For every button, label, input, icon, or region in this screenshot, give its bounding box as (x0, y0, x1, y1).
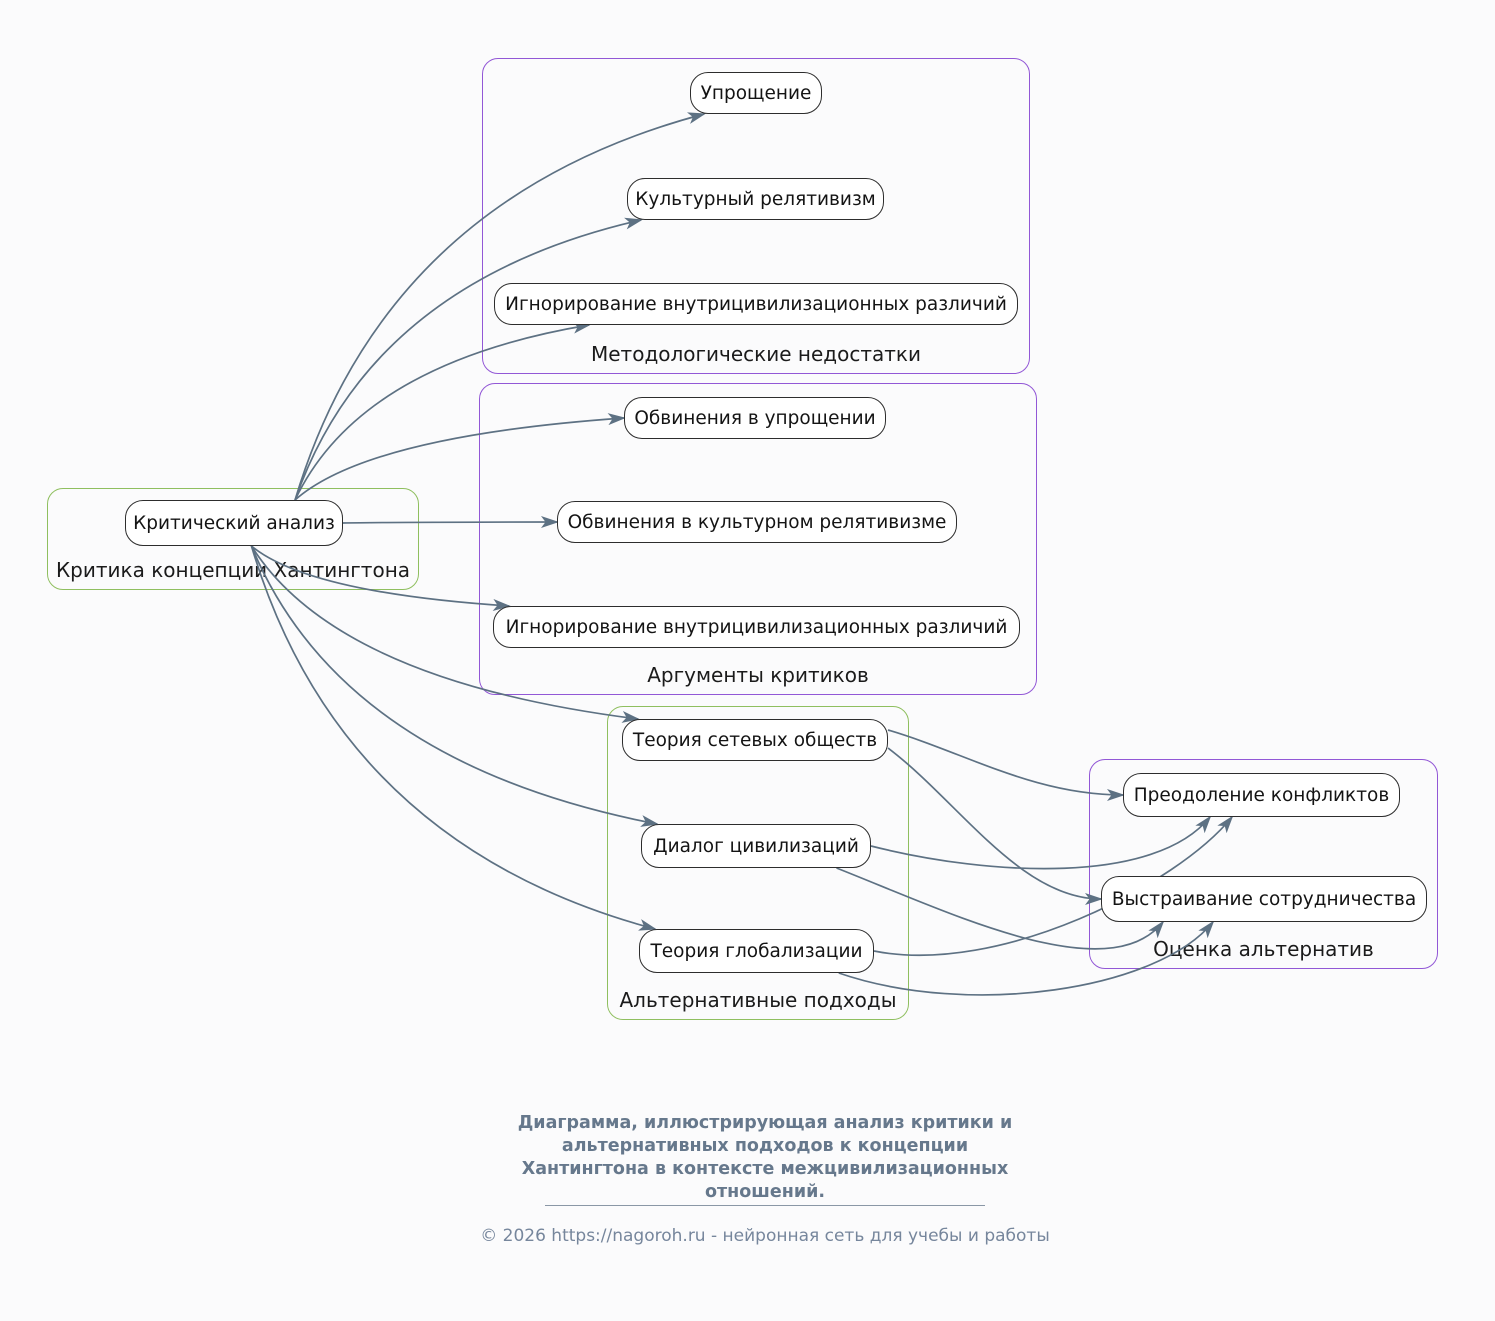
group-critique-label: Критика концепции Хантингтона (55, 558, 411, 582)
node-accusations-of-simplification: Обвинения в упрощении (624, 397, 886, 439)
node-network-societies-theory: Теория сетевых обществ (622, 719, 888, 761)
caption-divider (545, 1205, 985, 1206)
node-accusations-of-cultural-relativism: Обвинения в культурном релятивизме (557, 501, 957, 543)
node-cultural-relativism: Культурный релятивизм (627, 178, 884, 220)
node-conflict-resolution: Преодоление конфликтов (1123, 773, 1400, 817)
group-alternatives-evaluation-label: Оценка альтернатив (1153, 937, 1374, 961)
node-ignoring-intracivilizational-differences-argument: Игнорирование внутрицивилизационных различий (493, 606, 1020, 648)
group-critics-arguments-label: Аргументы критиков (647, 663, 869, 687)
group-methodological-flaws-label: Методологические недостатки (591, 342, 921, 366)
caption-line-4: отношений. (705, 1182, 825, 1202)
edge-networks-to-conflicts (888, 730, 1123, 795)
edge-networks-to-cooperation (888, 748, 1101, 899)
footer-credit: © 2026 https://nagoroh.ru - нейронная сеть для учебы и работы (480, 1226, 1050, 1246)
caption-line-2: альтернативных подходов к концепции (561, 1136, 969, 1156)
node-cooperation-building: Выстраивание сотрудничества (1101, 876, 1427, 922)
node-simplification: Упрощение (690, 72, 822, 114)
node-globalization-theory: Теория глобализации (639, 929, 874, 973)
group-alternative-approaches-label: Альтернативные подходы (619, 988, 897, 1012)
node-ignoring-intracivilizational-differences-method: Игнорирование внутрицивилизационных различий (494, 283, 1018, 325)
caption-text (420, 1112, 1110, 1204)
caption-line-3: Хантингтона в контексте межцивилизационных (521, 1159, 1009, 1179)
caption-line-1: Диаграмма, иллюстрирующая анализ критики и (517, 1113, 1013, 1133)
node-critical-analysis: Критический анализ (125, 500, 343, 546)
node-dialogue-of-civilizations: Диалог цивилизаций (641, 824, 871, 868)
